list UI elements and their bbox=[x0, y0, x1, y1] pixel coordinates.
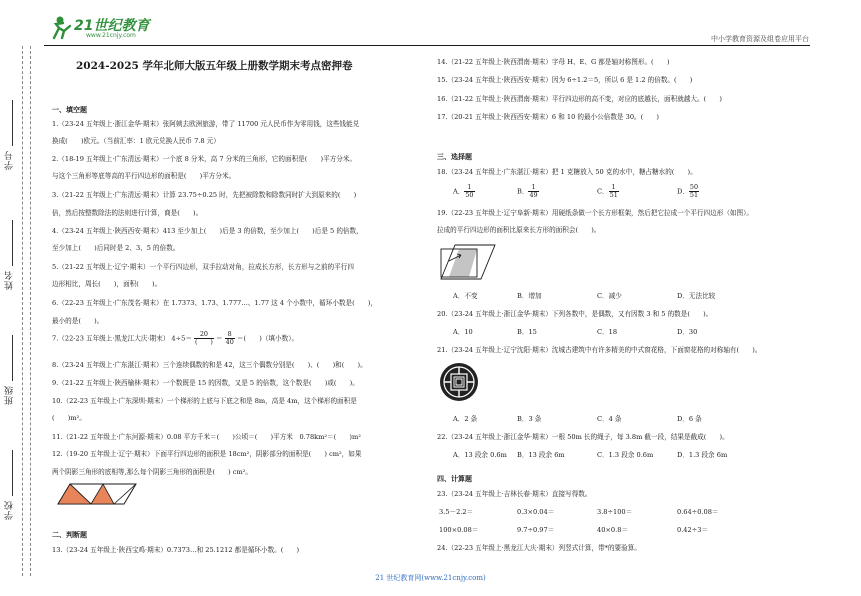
calc-item: 0.3×0.04＝ bbox=[517, 508, 555, 516]
question-7 bbox=[52, 331, 298, 346]
option-a[interactable]: A．10 bbox=[453, 328, 473, 336]
option-b[interactable]: B．13 段余 6m bbox=[517, 451, 565, 459]
student-name-label: 姓名 bbox=[5, 270, 15, 290]
question-text: 7.（22-23 五年级上·黑龙江大庆·期末） bbox=[52, 334, 170, 343]
question-text: 15.（23-24 五年级上·陕西西安·期末）因为 6÷1.2＝5，所以 6 是 1.2 的倍数。( ) bbox=[437, 76, 693, 84]
option-b[interactable]: B．增加 bbox=[517, 292, 542, 300]
question-text: 边形相比，周长( )，面积( )。 bbox=[52, 280, 162, 288]
exam-title: 2024-2025 学年北师大版五年级上册数学期末考点密押卷 bbox=[76, 60, 353, 72]
calc-item: 100×0.08＝ bbox=[439, 526, 479, 534]
option-a[interactable]: A．13 段余 0.6m bbox=[453, 451, 507, 459]
fraction-numerator: 20 bbox=[194, 331, 214, 339]
option-b[interactable]: B．15 bbox=[517, 328, 537, 336]
question-text: 6.（22-23 五年级上·广东茂名·期末）在 1.7373、1.73、1.777…、1.77 这 4 个小数中，循环小数是( )， bbox=[52, 299, 378, 307]
option-d[interactable]: D．无法比较 bbox=[677, 292, 716, 300]
question-text: 10.（22-23 五年级上·广东深圳·期末）一个梯形的上底与下底之和是 8m，高是 4m，这个梯形的面积是 bbox=[52, 397, 357, 405]
binding-dash-line bbox=[30, 46, 31, 576]
question-text: 最小的是( )。 bbox=[52, 317, 104, 325]
option-a[interactable] bbox=[453, 184, 475, 199]
question-text: 24.（22-23 五年级上·黑龙江大庆·期末）列竖式计算，带*的要验算。 bbox=[437, 544, 641, 552]
question-text: 16.（21-22 五年级上·陕西渭南·期末）平行四边形的高不变，对应的底越长，面积就越大。( ) bbox=[437, 95, 722, 103]
question-text: 换成( )欧元。（当前汇率：1 欧元兑换人民币 7.8 元） bbox=[52, 137, 220, 145]
question-text: 5.（21-22 五年级上·辽宁·期末）一个平行四边形，双手拉动对角，拉成长方形，长方形与之前的平行四 bbox=[52, 263, 354, 271]
calc-item: 3.5－2.2＝ bbox=[439, 508, 474, 516]
question-text: 至少加上( )后同时是 2、3、5 的倍数。 bbox=[52, 244, 180, 252]
question-text: 14.（21-22 五年级上·陕西渭南·期末）字母 H、E、G 都是轴对称图形。( ) bbox=[437, 58, 670, 66]
calc-item: 9.7÷0.97＝ bbox=[517, 526, 555, 534]
question-text: 13.（23-24 五年级上·陕西宝鸡·期末）0.7373…和 25.1212 都是循环小数。( ) bbox=[52, 546, 300, 554]
answer-line bbox=[12, 100, 13, 146]
student-number-label: 学号 bbox=[5, 150, 15, 170]
footer-link[interactable]: 21 世纪教育网(www.21cnjy.com) bbox=[375, 574, 486, 582]
fraction-denominator: 49 bbox=[529, 191, 538, 200]
fraction bbox=[528, 184, 538, 199]
question-text: ＝( )（填小数）。 bbox=[236, 334, 299, 343]
parallelogram-figure bbox=[56, 482, 138, 506]
option-c[interactable]: C．4 条 bbox=[597, 415, 622, 423]
calc-item: 0.42÷3＝ bbox=[677, 526, 708, 534]
answer-line bbox=[12, 450, 13, 496]
question-text: 12.（19-20 五年级上·辽宁·期末）下面平行四边形的面积是 18cm²，阴影部分的面积是( ) cm²，如果 bbox=[52, 450, 362, 458]
option-d[interactable]: D．30 bbox=[677, 328, 698, 336]
question-text: 3.（21-22 五年级上·广东清远·期末）计算 23.75÷0.25 时，先把被除数和除数同时扩大到原来的( ) bbox=[52, 191, 357, 199]
logo-text: 21世纪教育 bbox=[74, 18, 150, 34]
header-divider bbox=[44, 45, 810, 46]
fraction-denominator: 50 bbox=[465, 191, 474, 200]
shaded-triangle bbox=[91, 484, 114, 504]
question-text: 11.（21-22 五年级上·广东河源·期末）0.08 平方千米＝( )公顷＝( )平方米 0.78km²＝( )m² bbox=[52, 433, 361, 441]
fraction-denominator: ( ) bbox=[195, 338, 213, 347]
fraction bbox=[689, 184, 699, 199]
fraction-denominator: 51 bbox=[689, 191, 699, 200]
fraction-numerator: 1 bbox=[528, 184, 538, 192]
class-label: 班级 bbox=[5, 385, 15, 405]
option-a[interactable]: A．2 条 bbox=[453, 415, 478, 423]
question-text: 22.（23-24 五年级上·浙江金华·期末）一根 50m 长的绳子，每 3.8m 截一段，结果是截成( )。 bbox=[437, 433, 729, 441]
fraction-numerator: 50 bbox=[689, 183, 699, 191]
question-text: 20.（23-24 五年级上·浙江金华·期末）下列各数中，是偶数，又有因数 3 和 5 的数是( )。 bbox=[437, 310, 713, 318]
question-text: ＝ bbox=[215, 334, 223, 343]
platform-tagline: 中小学教育资源及组卷应用平台 bbox=[711, 35, 809, 43]
section-heading: 二、判断题 bbox=[52, 530, 87, 539]
question-text: 17.（20-21 五年级上·陕西西安·期末）6 和 10 的最小公倍数是 30。( ) bbox=[437, 113, 659, 121]
option-b[interactable] bbox=[517, 184, 539, 199]
binding-dash-line bbox=[22, 46, 23, 576]
option-c[interactable]: C．18 bbox=[597, 328, 618, 336]
calc-item: 40×0.8＝ bbox=[597, 526, 628, 534]
fraction bbox=[225, 331, 235, 346]
question-text: 与这个三角形等底等高的平行四边形的面积是( )平方分米。 bbox=[52, 172, 236, 180]
question-text: 19.（22-23 五年级上·辽宁阜新·期末）用硬纸条做一个长方形框架，然后把它拉成一个平行四边形（如图）。 bbox=[437, 209, 754, 217]
answer-line bbox=[12, 220, 13, 266]
question-text: 23.（23-24 五年级上·吉林长春·期末）直接写得数。 bbox=[437, 490, 592, 498]
fraction bbox=[194, 331, 214, 346]
section-heading: 三、选择题 bbox=[437, 152, 472, 161]
question-text: 18.（23-24 五年级上·广东湛江·期末）把 1 克糖放入 50 克的水中，糖占糖水的( )。 bbox=[437, 168, 697, 176]
question-text: 1.（23-24 五年级上·浙江金华·期末）张阿姨去欧洲旅游，带了 11700 元人民币作为零用钱，这些钱能兑 bbox=[52, 120, 360, 128]
question-text: 2.（18-19 五年级上·广东清远·期末）一个底 8 分米，高 7 分米的三角形，它的面积是( )平方分米。 bbox=[52, 155, 357, 163]
question-text: 21.（23-24 五年级上·辽宁沈阳·期末）沈城古建筑中有许多精美的中式窗花格，下面窗花格的对称轴有( )。 bbox=[437, 346, 762, 354]
option-b[interactable]: B．3 条 bbox=[517, 415, 542, 423]
section-heading: 四、计算题 bbox=[437, 474, 472, 483]
question-text: 8.（23-24 五年级上·广东湛江·期末）三个连续偶数的和是 42，这三个偶数分别是( )、( )和( )。 bbox=[52, 361, 367, 369]
calc-item: 0.64÷0.08＝ bbox=[677, 508, 719, 516]
option-c[interactable] bbox=[597, 184, 619, 199]
option-label: B． bbox=[517, 187, 529, 196]
question-text: 4÷5＝ bbox=[171, 334, 192, 343]
school-label: 学校 bbox=[5, 500, 15, 520]
fraction-denominator: 40 bbox=[225, 338, 234, 347]
question-text: 倍，然后按整数除法的法则进行计算，商是( )。 bbox=[52, 209, 203, 217]
question-text: 4.（23-24 五年级上·陕西西安·期末）413 至少加上( )后是 3 的倍数，至少加上( )后是 5 的倍数， bbox=[52, 227, 363, 235]
question-text: ( )m²。 bbox=[52, 414, 86, 422]
option-d[interactable]: D．1.3 段余 6m bbox=[677, 451, 728, 459]
question-text: 9.（21-22 五年级上·陕西榆林·期末）一个数既是 15 的因数，又是 5 的倍数，这个数是( )或( )。 bbox=[52, 379, 359, 387]
fraction-numerator: 8 bbox=[225, 331, 235, 339]
option-label: D． bbox=[677, 187, 689, 196]
logo-url: www.21cnjy.com bbox=[86, 32, 136, 39]
option-d[interactable]: D．6 条 bbox=[677, 415, 702, 423]
shaded-triangle bbox=[58, 484, 91, 504]
option-label: C． bbox=[597, 187, 609, 196]
option-a[interactable]: A．不变 bbox=[453, 292, 478, 300]
fraction bbox=[464, 184, 474, 199]
answer-line bbox=[12, 335, 13, 381]
rectangle-to-parallelogram-figure bbox=[439, 241, 497, 283]
fraction-denominator: 51 bbox=[609, 191, 618, 200]
calc-item: 3.8÷100＝ bbox=[597, 508, 633, 516]
option-d[interactable] bbox=[677, 184, 699, 199]
question-text: 拉成的平行四边形的面积比原来长方形的面积会( )。 bbox=[437, 226, 601, 234]
option-label: A． bbox=[453, 187, 465, 196]
fraction bbox=[609, 184, 619, 199]
window-lattice-figure bbox=[439, 362, 479, 402]
option-c[interactable]: C．减少 bbox=[597, 292, 622, 300]
option-c[interactable]: C．1.3 段余 0.6m bbox=[597, 451, 654, 459]
question-text: 两个阴影三角形的底相等,那么每个阴影三角形的面积是( ) cm²。 bbox=[52, 468, 252, 476]
fraction-numerator: 1 bbox=[609, 184, 619, 192]
section-heading: 一、填空题 bbox=[52, 105, 87, 114]
fraction-numerator: 1 bbox=[464, 184, 474, 192]
